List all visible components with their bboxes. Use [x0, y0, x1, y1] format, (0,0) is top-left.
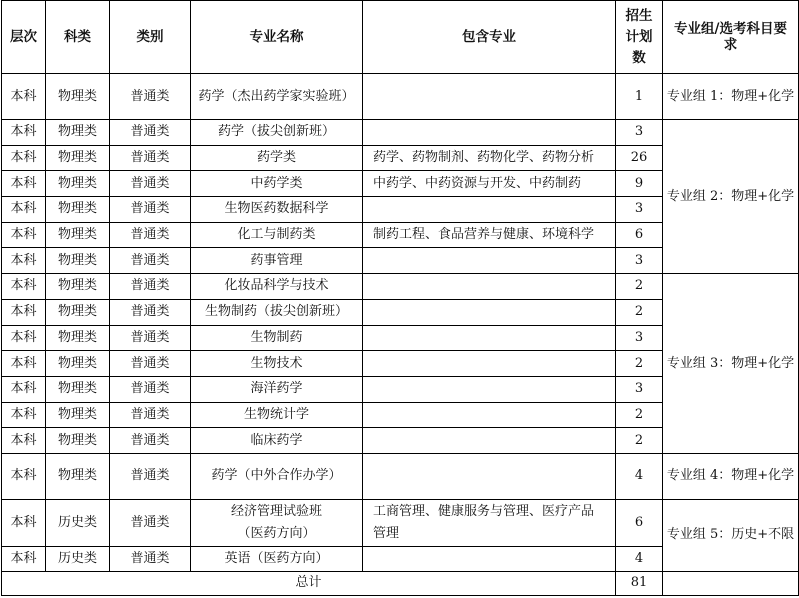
- cell-plan: 2: [616, 402, 663, 428]
- cell-group-5: 专业组 5：历史+不限: [663, 499, 799, 571]
- cell-plan: 3: [616, 325, 663, 351]
- cell-type: 普通类: [110, 171, 191, 197]
- cell-major: 药学（中外合作办学）: [191, 453, 363, 499]
- cell-includes: [363, 120, 616, 146]
- cell-subject: 物理类: [46, 325, 110, 351]
- cell-plan: 2: [616, 428, 663, 454]
- table-row: [2, 74, 799, 120]
- cell-includes: [363, 325, 616, 351]
- cell-plan: 9: [616, 171, 663, 197]
- cell-subject: 物理类: [46, 376, 110, 402]
- cell-plan: 6: [616, 222, 663, 248]
- header-group: 专业组/选考科目要 求: [663, 1, 799, 74]
- cell-includes: 药学、药物制剂、药物化学、药物分析: [363, 145, 616, 171]
- header-level: 层次: [2, 1, 46, 74]
- cell-plan: 3: [616, 197, 663, 223]
- cell-includes: 中药学、中药资源与开发、中药制药: [363, 171, 616, 197]
- cell-type: 普通类: [110, 248, 191, 274]
- cell-type: 普通类: [110, 325, 191, 351]
- cell-level: 本科: [2, 222, 46, 248]
- table-row: [2, 453, 799, 499]
- cell-subject: 物理类: [46, 402, 110, 428]
- total-row: [2, 571, 799, 595]
- cell-major: 药学（杰出药学家实验班）: [191, 74, 363, 120]
- cell-plan: 6: [616, 499, 663, 546]
- cell-plan: 4: [616, 546, 663, 571]
- cell-subject: 物理类: [46, 222, 110, 248]
- cell-major: 药学（拔尖创新班）: [191, 120, 363, 146]
- cell-level: 本科: [2, 74, 46, 120]
- cell-group-2: 专业组 2：物理+化学: [663, 120, 799, 274]
- cell-includes: [363, 351, 616, 377]
- total-empty: [663, 571, 799, 595]
- cell-subject: 物理类: [46, 299, 110, 325]
- cell-type: 普通类: [110, 274, 191, 300]
- cell-level: 本科: [2, 248, 46, 274]
- table-row: [2, 499, 799, 546]
- cell-type: 普通类: [110, 197, 191, 223]
- admission-plan-table: [1, 0, 799, 596]
- header-row: [2, 1, 799, 74]
- table-row: [2, 274, 799, 300]
- cell-subject: 物理类: [46, 428, 110, 454]
- cell-includes: 工商管理、健康服务与管理、医疗产品 管理: [363, 499, 616, 546]
- cell-type: 普通类: [110, 402, 191, 428]
- cell-includes: [363, 402, 616, 428]
- cell-major: 化妆品科学与技术: [191, 274, 363, 300]
- cell-type: 普通类: [110, 428, 191, 454]
- cell-plan: 3: [616, 120, 663, 146]
- cell-subject: 物理类: [46, 171, 110, 197]
- cell-level: 本科: [2, 499, 46, 546]
- cell-level: 本科: [2, 299, 46, 325]
- table-row: [2, 120, 799, 146]
- cell-type: 普通类: [110, 351, 191, 377]
- cell-plan: 2: [616, 299, 663, 325]
- cell-plan: 26: [616, 145, 663, 171]
- cell-plan: 4: [616, 453, 663, 499]
- total-label: 总计: [2, 571, 616, 595]
- header-major: 专业名称: [191, 1, 363, 74]
- cell-type: 普通类: [110, 145, 191, 171]
- cell-includes: [363, 453, 616, 499]
- cell-level: 本科: [2, 402, 46, 428]
- cell-includes: [363, 74, 616, 120]
- cell-major: 生物制药（拔尖创新班）: [191, 299, 363, 325]
- header-includes: 包含专业: [363, 1, 616, 74]
- cell-includes: [363, 274, 616, 300]
- cell-major: 经济管理试验班 （医药方向）: [191, 499, 363, 546]
- cell-level: 本科: [2, 428, 46, 454]
- cell-major: 生物统计学: [191, 402, 363, 428]
- cell-group-3: 专业组 3：物理+化学: [663, 274, 799, 454]
- cell-group-4: 专业组 4：物理+化学: [663, 453, 799, 499]
- cell-level: 本科: [2, 325, 46, 351]
- cell-type: 普通类: [110, 546, 191, 571]
- cell-level: 本科: [2, 351, 46, 377]
- cell-includes: [363, 299, 616, 325]
- total-value: 81: [616, 571, 663, 595]
- cell-major: 英语（医药方向）: [191, 546, 363, 571]
- cell-subject: 历史类: [46, 499, 110, 546]
- cell-subject: 物理类: [46, 274, 110, 300]
- cell-includes: 制药工程、食品营养与健康、环境科学: [363, 222, 616, 248]
- cell-plan: 2: [616, 274, 663, 300]
- cell-plan: 3: [616, 248, 663, 274]
- cell-subject: 物理类: [46, 145, 110, 171]
- cell-includes: [363, 546, 616, 571]
- cell-level: 本科: [2, 145, 46, 171]
- cell-type: 普通类: [110, 499, 191, 546]
- cell-plan: 1: [616, 74, 663, 120]
- cell-major: 化工与制药类: [191, 222, 363, 248]
- cell-subject: 物理类: [46, 197, 110, 223]
- cell-level: 本科: [2, 376, 46, 402]
- cell-subject: 物理类: [46, 351, 110, 377]
- cell-type: 普通类: [110, 120, 191, 146]
- cell-subject: 物理类: [46, 248, 110, 274]
- header-subject: 科类: [46, 1, 110, 74]
- cell-type: 普通类: [110, 376, 191, 402]
- cell-major: 中药学类: [191, 171, 363, 197]
- cell-major: 生物医药数据科学: [191, 197, 363, 223]
- cell-major: 生物技术: [191, 351, 363, 377]
- cell-type: 普通类: [110, 453, 191, 499]
- cell-major: 临床药学: [191, 428, 363, 454]
- cell-level: 本科: [2, 171, 46, 197]
- cell-major: 生物制药: [191, 325, 363, 351]
- cell-subject: 历史类: [46, 546, 110, 571]
- cell-type: 普通类: [110, 74, 191, 120]
- cell-level: 本科: [2, 546, 46, 571]
- cell-includes: [363, 376, 616, 402]
- cell-plan: 3: [616, 376, 663, 402]
- cell-level: 本科: [2, 274, 46, 300]
- cell-plan: 2: [616, 351, 663, 377]
- cell-level: 本科: [2, 453, 46, 499]
- cell-includes: [363, 197, 616, 223]
- cell-type: 普通类: [110, 222, 191, 248]
- header-plan: 招生 计划 数: [616, 1, 663, 74]
- cell-subject: 物理类: [46, 120, 110, 146]
- cell-level: 本科: [2, 197, 46, 223]
- cell-group-1: 专业组 1：物理+化学: [663, 74, 799, 120]
- cell-includes: [363, 248, 616, 274]
- cell-major: 药学类: [191, 145, 363, 171]
- cell-level: 本科: [2, 120, 46, 146]
- cell-subject: 物理类: [46, 74, 110, 120]
- header-type: 类别: [110, 1, 191, 74]
- cell-subject: 物理类: [46, 453, 110, 499]
- cell-major: 海洋药学: [191, 376, 363, 402]
- cell-major: 药事管理: [191, 248, 363, 274]
- cell-includes: [363, 428, 616, 454]
- cell-type: 普通类: [110, 299, 191, 325]
